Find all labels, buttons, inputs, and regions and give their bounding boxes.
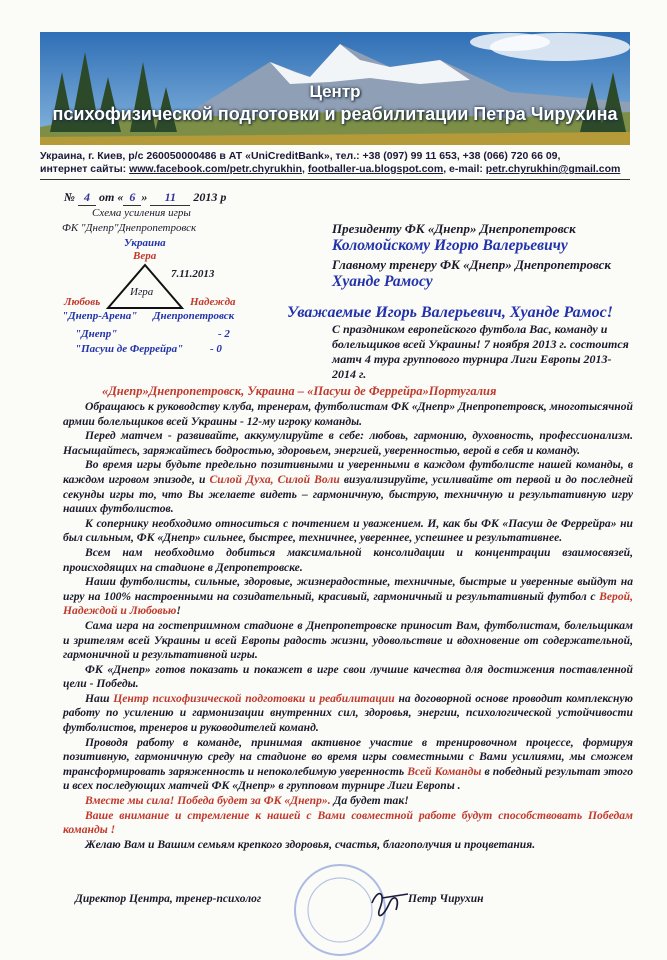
- highlight-text: Центр психофизической подготовки и реабилитации: [113, 691, 395, 705]
- paragraph-text: визуализируйте, усиливайте от первой и до последней секунды игры то, что Вы желаете видеть – гармоничную, быструю, техничную и результативную игру наших футболистов.: [63, 472, 633, 516]
- paragraph: [63, 736, 633, 794]
- addressee-president-name: Коломойскому Игорю Валерьевичу: [332, 237, 568, 254]
- signer-role: Директор Центра, тренер-психолог: [75, 893, 262, 905]
- match-line: «Днепр»Днепропетровск, Украина – «Пасуш де Феррейра»Португалия: [102, 384, 497, 398]
- highlight-text: Верой, Надеждой и Любовью: [63, 589, 633, 618]
- stamp-and-signature: [290, 858, 440, 960]
- addressee-coach-title: Главному тренеру ФК «Днепр» Днепропетровск: [332, 257, 612, 272]
- paragraph: [63, 575, 633, 619]
- paragraph: ФК «Днепр» готов показать и покажет в игре свои лучшие качества для достижения поставленной цели - Победы.: [63, 662, 633, 691]
- score-team1: "Днепр": [75, 328, 118, 340]
- paragraph-text: Проводя работу в команде, принимая активное участие в тренировочном процессе, формируя позитивную, гармоничную среду на стадионе во время игры совместными с Вами усилиями, мы сможем трансформировать заряженность и непоколебимую уверенность: [63, 735, 633, 778]
- doc-date-year: 2013 р: [193, 190, 227, 204]
- scheme-right-city: Днепропетровск: [153, 310, 235, 322]
- doc-date-from: от «: [98, 190, 124, 204]
- addressee-coach-name: Хуанде Рамосу: [332, 273, 433, 290]
- scheme-top-country: Украина: [124, 237, 166, 249]
- paragraph-text: в победный результат этого и всех последующих матчей ФК «Днепр» в групповом турнире Лиги Европы .: [63, 764, 634, 793]
- paragraph-text: !: [176, 604, 181, 618]
- scheme-top-faith: Вера: [133, 250, 157, 262]
- facebook-link[interactable]: www.facebook.com/petr.chyrukhin: [129, 163, 302, 175]
- paragraph: Желаю Вам и Вашим семьям крепкого здоровья, счастья, благополучия и процветания.: [85, 837, 536, 851]
- score-value2: - 0: [210, 343, 222, 355]
- document-number: [64, 190, 226, 206]
- intro-text: С праздником европейского футбола Вас, команду и болельщиков всей Украины! 7 ноября 2013 г. состоится матч 4 тура группового турнира Лиги Европы 2013- 2014 г.: [332, 322, 629, 381]
- scheme-date: 7.11.2013: [171, 268, 215, 280]
- letter-body: [63, 400, 633, 852]
- doc-date-day: 6: [123, 190, 141, 206]
- paragraph: Перед матчем - развивайте, аккумулируйте в себе: любовь, гармонию, духовность, профессионализм. Насыщайтесь, заряжайтесь бодростью, здоровьем, энергией, уверенностью, верой в себя и команду.: [63, 429, 633, 457]
- paragraph: Ваше внимание и стремление к нашей с Вами совместной работе будут способствовать Победам команды !: [63, 808, 633, 837]
- blog-link[interactable]: footballer-ua.blogspot.com: [307, 163, 444, 175]
- paragraph: Всем нам необходимо добиться максимальной консолидации и концентрации взаимосвязей, происходящих на стадионе в Депропетровске.: [63, 545, 633, 574]
- scheme-left-arena: "Днепр-Арена": [62, 310, 138, 322]
- paragraph-text: Наши футболисты, сильные, здоровые, жизнерадостные, техничные, быстрые и уверенные выйдут на игру на 100% настроенными на созидательный, красивый, гармоничный и результативный футбол с: [63, 575, 633, 603]
- paragraph: [63, 794, 633, 809]
- scheme-left-love: Любовь: [64, 296, 101, 308]
- scheme-team: ФК "Днепр"Днепропетровск: [62, 222, 197, 234]
- header-divider: [40, 179, 630, 180]
- doc-number-sign: №: [64, 190, 75, 204]
- scheme-title: Схема усиления игры: [92, 207, 191, 219]
- doc-date-month: 11: [150, 190, 190, 206]
- paragraph-text: на договорной основе проводит комплексную работу по усилению и гармонизации внутренних сил, здоровья, энергии, психологической устойчивости футболистов, тренеров и руководителей команд.: [63, 691, 633, 735]
- addressee-president-title: Президенту ФК «Днепр» Днепропетровск: [332, 221, 576, 236]
- contacts-web-label: интернет сайты:: [40, 163, 127, 175]
- banner-title-name: психофизической подготовки и реабилитации Петра Чирухина: [52, 104, 618, 124]
- paragraph-text: Во время игры будьте предельно позитивными и уверенными в каждом футболисте нашей команды, в каждом игровом эпизоде, и: [63, 458, 633, 486]
- banner-title-center: Центр: [309, 82, 361, 101]
- score-value1: - 2: [218, 328, 230, 340]
- contacts-bank-phones: Украина, г. Киев, р/с 260050000486 в АТ «UniCreditBank», тел.: +38 (097) 99 11 653, +38 (066) 720 66 09,: [40, 150, 561, 162]
- paragraph: [63, 692, 633, 736]
- paragraph: [63, 458, 633, 516]
- contacts-block: [40, 150, 640, 180]
- scheme-right-hope: Надежда: [190, 296, 236, 308]
- signer-name: Петр Чирухин: [408, 893, 484, 905]
- contacts-web: интернет сайты: www.facebook.com/petr.chyrukhin, footballer-ua.blogspot.com, e-mail: petr.chyrukhin@gmail.com: [40, 163, 621, 175]
- paragraph: К сопернику необходимо относиться с почтением и уважением. И, как бы ФК «Пасуш де Феррейра» ни был сильным, ФК «Днепр» сильнее, быстрее, техничнее, увереннее, успешнее и результативнее.: [63, 516, 633, 545]
- highlight-text: Всей Команды: [407, 764, 482, 778]
- highlight-text: Силой Духа, Силой Воли: [209, 472, 340, 486]
- highlight-text: Вместе мы сила! Победа будет за ФК «Днепр».: [85, 794, 331, 808]
- scheme-center-game: Игра: [130, 286, 154, 298]
- doc-date-sep: »: [141, 190, 148, 204]
- greeting: Уважаемые Игорь Валерьевич, Хуанде Рамос!: [287, 304, 613, 321]
- score-team2: "Пасуш де Феррейра": [75, 343, 184, 355]
- email-link[interactable]: petr.chyrukhin@gmail.com: [485, 163, 621, 175]
- header-banner: [40, 32, 630, 145]
- paragraph-text: Наш: [85, 691, 114, 705]
- paragraph: Сама игра на гостеприимном стадионе в Днепропетровске приносит Вам, футболистам, болельщикам и зрителям всей Украины и всей Европы радость жизни, удовольствие и вдохновение от содержательной, гармоничной и результативной игры.: [63, 618, 633, 662]
- email-label: , e-mail:: [443, 163, 483, 175]
- paragraph-text: Да будет так!: [330, 794, 409, 808]
- paragraph: Обращаюсь к руководству клуба, тренерам, футболистам ФК «Днепр» Днепропетровск, многотысячной армии болельщиков всей Украины - 12-му игроку команды.: [63, 400, 633, 428]
- doc-number-value: 4: [78, 190, 96, 206]
